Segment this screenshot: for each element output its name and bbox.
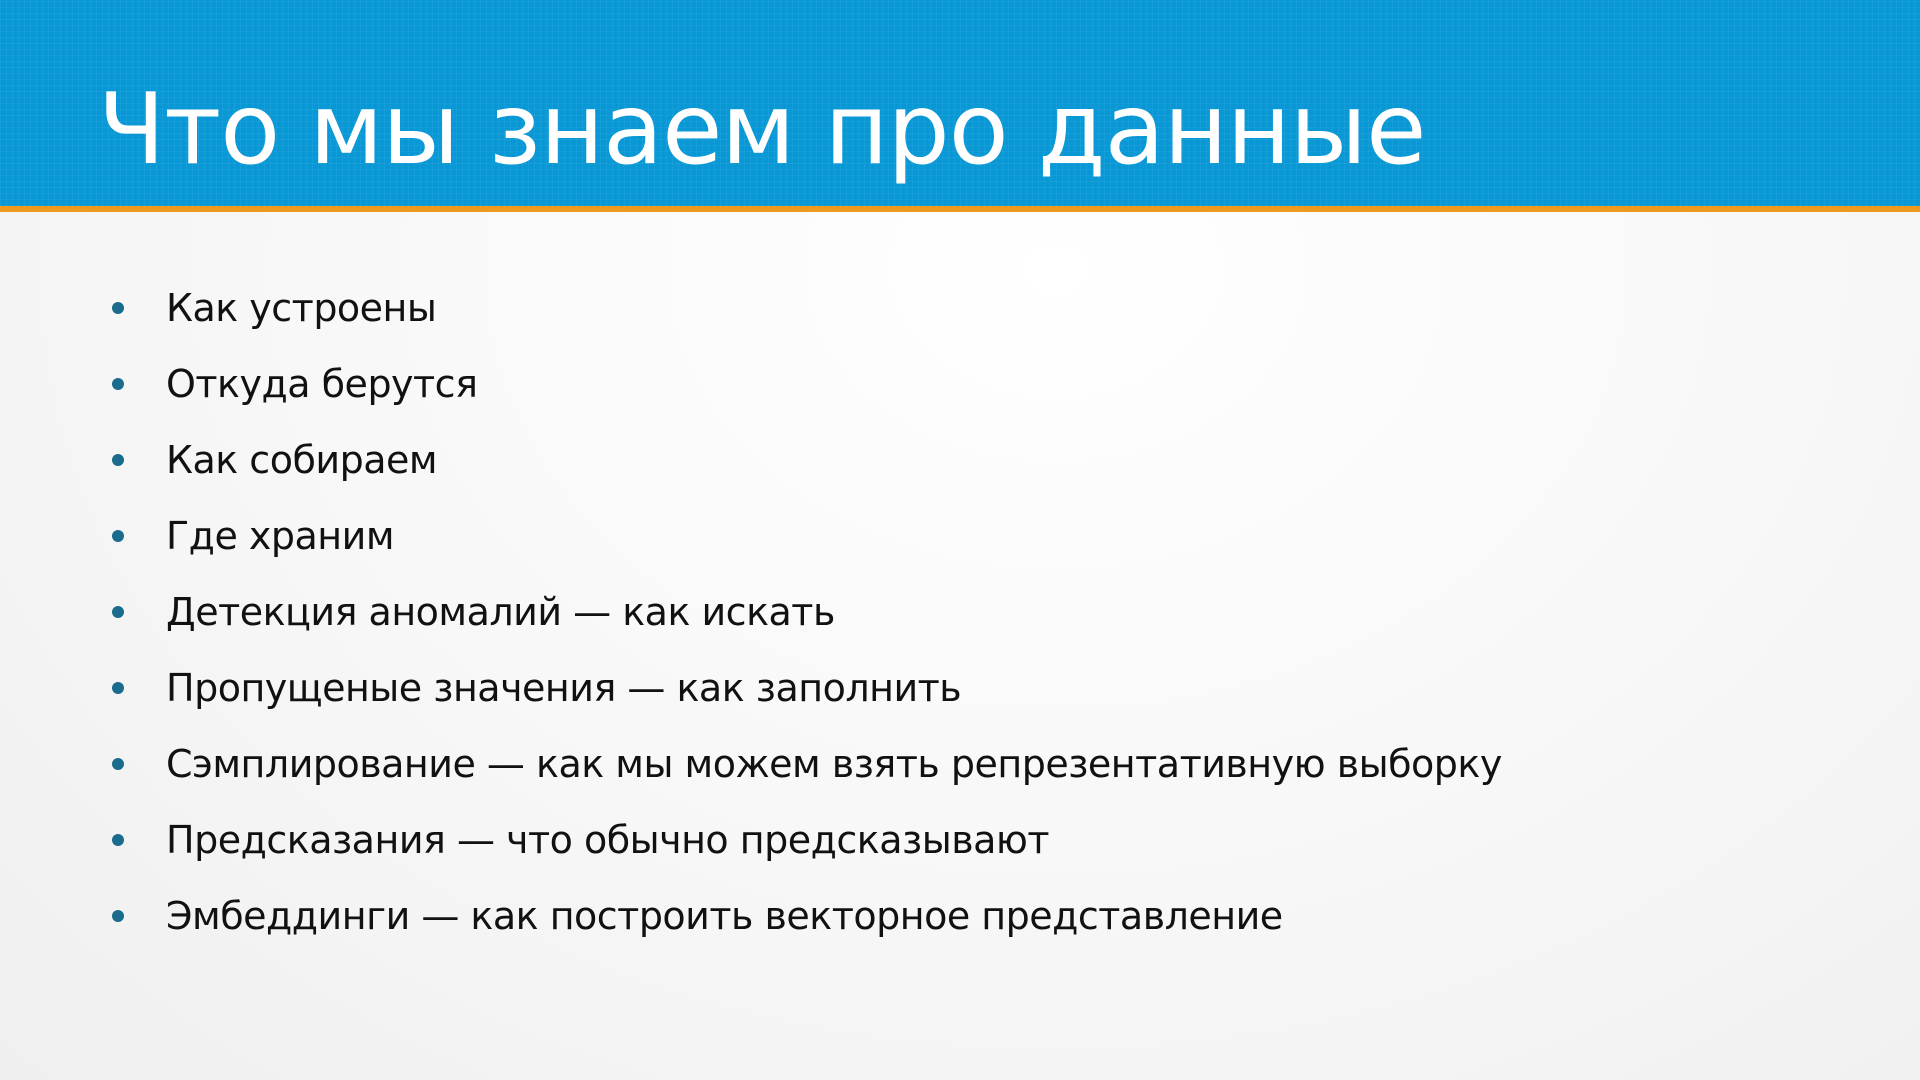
bullet-text: Предсказания — что обычно предсказывают xyxy=(166,818,1050,862)
bullet-dot-icon xyxy=(112,378,124,390)
bullet-dot-icon xyxy=(112,758,124,770)
bullet-text: Как устроены xyxy=(166,286,437,330)
title-banner xyxy=(0,0,1920,206)
bullet-dot-icon xyxy=(112,454,124,466)
bullet-text: Сэмплирование — как мы можем взять репрезентативную выборку xyxy=(166,742,1502,786)
bullet-text: Как собираем xyxy=(166,438,438,482)
bullet-dot-icon xyxy=(112,302,124,314)
bullet-item xyxy=(112,422,1502,498)
bullet-dot-icon xyxy=(112,910,124,922)
slide-title: Что мы знаем про данные xyxy=(98,73,1426,187)
bullet-dot-icon xyxy=(112,606,124,618)
bullet-item xyxy=(112,878,1502,954)
bullet-dot-icon xyxy=(112,530,124,542)
bullet-text: Детекция аномалий — как искать xyxy=(166,590,835,634)
bullet-item xyxy=(112,574,1502,650)
bullet-list xyxy=(112,270,1502,954)
bullet-item xyxy=(112,726,1502,802)
bullet-item xyxy=(112,346,1502,422)
bullet-text: Где храним xyxy=(166,514,395,558)
bullet-item xyxy=(112,498,1502,574)
bullet-dot-icon xyxy=(112,834,124,846)
bullet-item xyxy=(112,270,1502,346)
bullet-item xyxy=(112,802,1502,878)
bullet-text: Пропущеные значения — как заполнить xyxy=(166,666,962,710)
title-underline-rule xyxy=(0,206,1920,212)
bullet-text: Откуда берутся xyxy=(166,362,478,406)
bullet-text: Эмбеддинги — как построить векторное представление xyxy=(166,894,1283,938)
bullet-item xyxy=(112,650,1502,726)
bullet-dot-icon xyxy=(112,682,124,694)
